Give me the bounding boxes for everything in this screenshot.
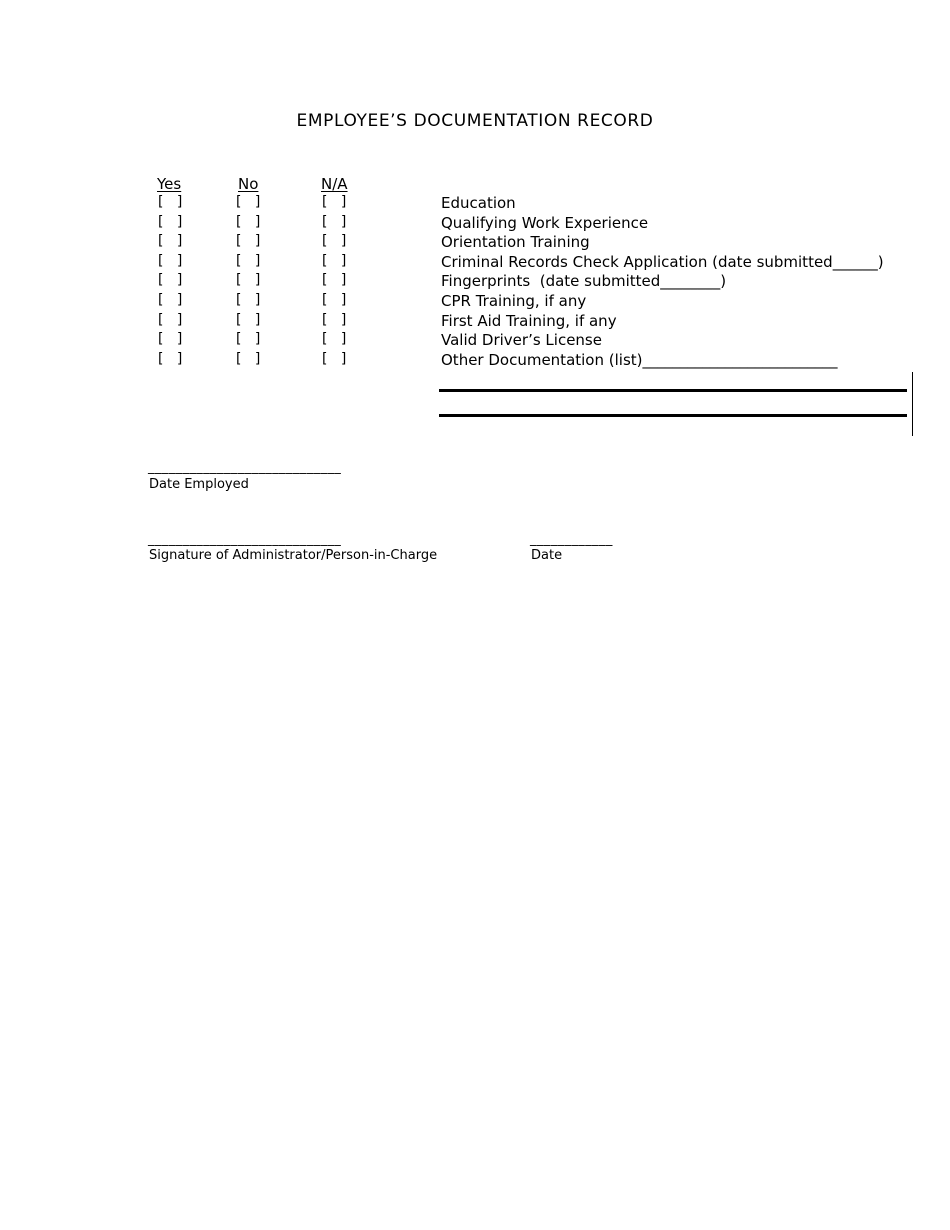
checklist-row <box>0 272 950 292</box>
signature-label: Signature of Administrator/Person-in-Charge <box>149 548 438 563</box>
checklist-row <box>0 312 950 332</box>
checkbox-na[interactable]: [ ] <box>322 350 347 367</box>
signature-line[interactable]: ____________________________ <box>148 532 342 547</box>
checklist-row <box>0 253 950 273</box>
checkbox-no[interactable]: [ ] <box>236 331 261 348</box>
checkbox-na[interactable]: [ ] <box>322 252 347 269</box>
checkbox-yes[interactable]: [ ] <box>158 252 183 269</box>
checkbox-na[interactable]: [ ] <box>322 331 347 348</box>
date-employed-line[interactable]: ____________________________ <box>148 460 342 475</box>
column-header-na: N/A <box>321 175 348 193</box>
list-line-1[interactable] <box>439 389 907 392</box>
checkbox-na[interactable]: [ ] <box>322 213 347 230</box>
date-employed-label: Date Employed <box>149 477 249 492</box>
checkbox-no[interactable]: [ ] <box>236 311 261 328</box>
checklist-row <box>0 194 950 214</box>
checkbox-na[interactable]: [ ] <box>322 311 347 328</box>
checklist-item-label: Criminal Records Check Application (date submitted______) <box>441 252 884 271</box>
checkbox-yes[interactable]: [ ] <box>158 213 183 230</box>
checkbox-yes[interactable]: [ ] <box>158 331 183 348</box>
checklist-item-label: Fingerprints (date submitted________) <box>441 272 727 291</box>
checkbox-yes[interactable]: [ ] <box>158 272 183 289</box>
checkbox-yes[interactable]: [ ] <box>158 350 183 367</box>
checkbox-na[interactable]: [ ] <box>322 292 347 308</box>
checkbox-no[interactable]: [ ] <box>236 233 261 250</box>
checklist-row <box>0 351 950 371</box>
margin-rule <box>912 372 913 436</box>
checkbox-no[interactable]: [ ] <box>236 350 261 367</box>
date-line[interactable]: ____________ <box>530 532 613 547</box>
checkbox-yes[interactable]: [ ] <box>158 233 183 250</box>
checkbox-no[interactable]: [ ] <box>236 272 261 289</box>
checkbox-na[interactable]: [ ] <box>322 233 347 250</box>
checkbox-no[interactable]: [ ] <box>236 213 261 230</box>
page-title: EMPLOYEE’S DOCUMENTATION RECORD <box>296 111 654 131</box>
checklist-item-label: Orientation Training <box>441 233 590 252</box>
column-header-yes: Yes <box>157 175 182 193</box>
checklist-row <box>0 292 950 312</box>
date-label: Date <box>531 548 563 563</box>
checklist-item-label: Valid Driver’s License <box>441 331 602 350</box>
checkbox-yes[interactable]: [ ] <box>158 311 183 328</box>
checkbox-yes[interactable]: [ ] <box>158 194 183 210</box>
checklist-item-label: Education <box>441 194 516 212</box>
list-line-2[interactable] <box>439 414 907 417</box>
checklist-row <box>0 233 950 253</box>
checklist-item-label: Other Documentation (list)__________________________ <box>441 350 838 369</box>
checkbox-no[interactable]: [ ] <box>236 252 261 269</box>
checkbox-na[interactable]: [ ] <box>322 272 347 289</box>
checklist-row <box>0 331 950 351</box>
checkbox-na[interactable]: [ ] <box>322 194 347 210</box>
column-header-no: No <box>238 175 259 193</box>
checkbox-no[interactable]: [ ] <box>236 194 261 210</box>
checklist-item-label: Qualifying Work Experience <box>441 213 649 232</box>
checkbox-no[interactable]: [ ] <box>236 292 261 308</box>
checkbox-yes[interactable]: [ ] <box>158 292 183 308</box>
checklist-row <box>0 214 950 234</box>
checklist-item-label: First Aid Training, if any <box>441 311 617 330</box>
checklist-item-label: CPR Training, if any <box>441 292 587 310</box>
